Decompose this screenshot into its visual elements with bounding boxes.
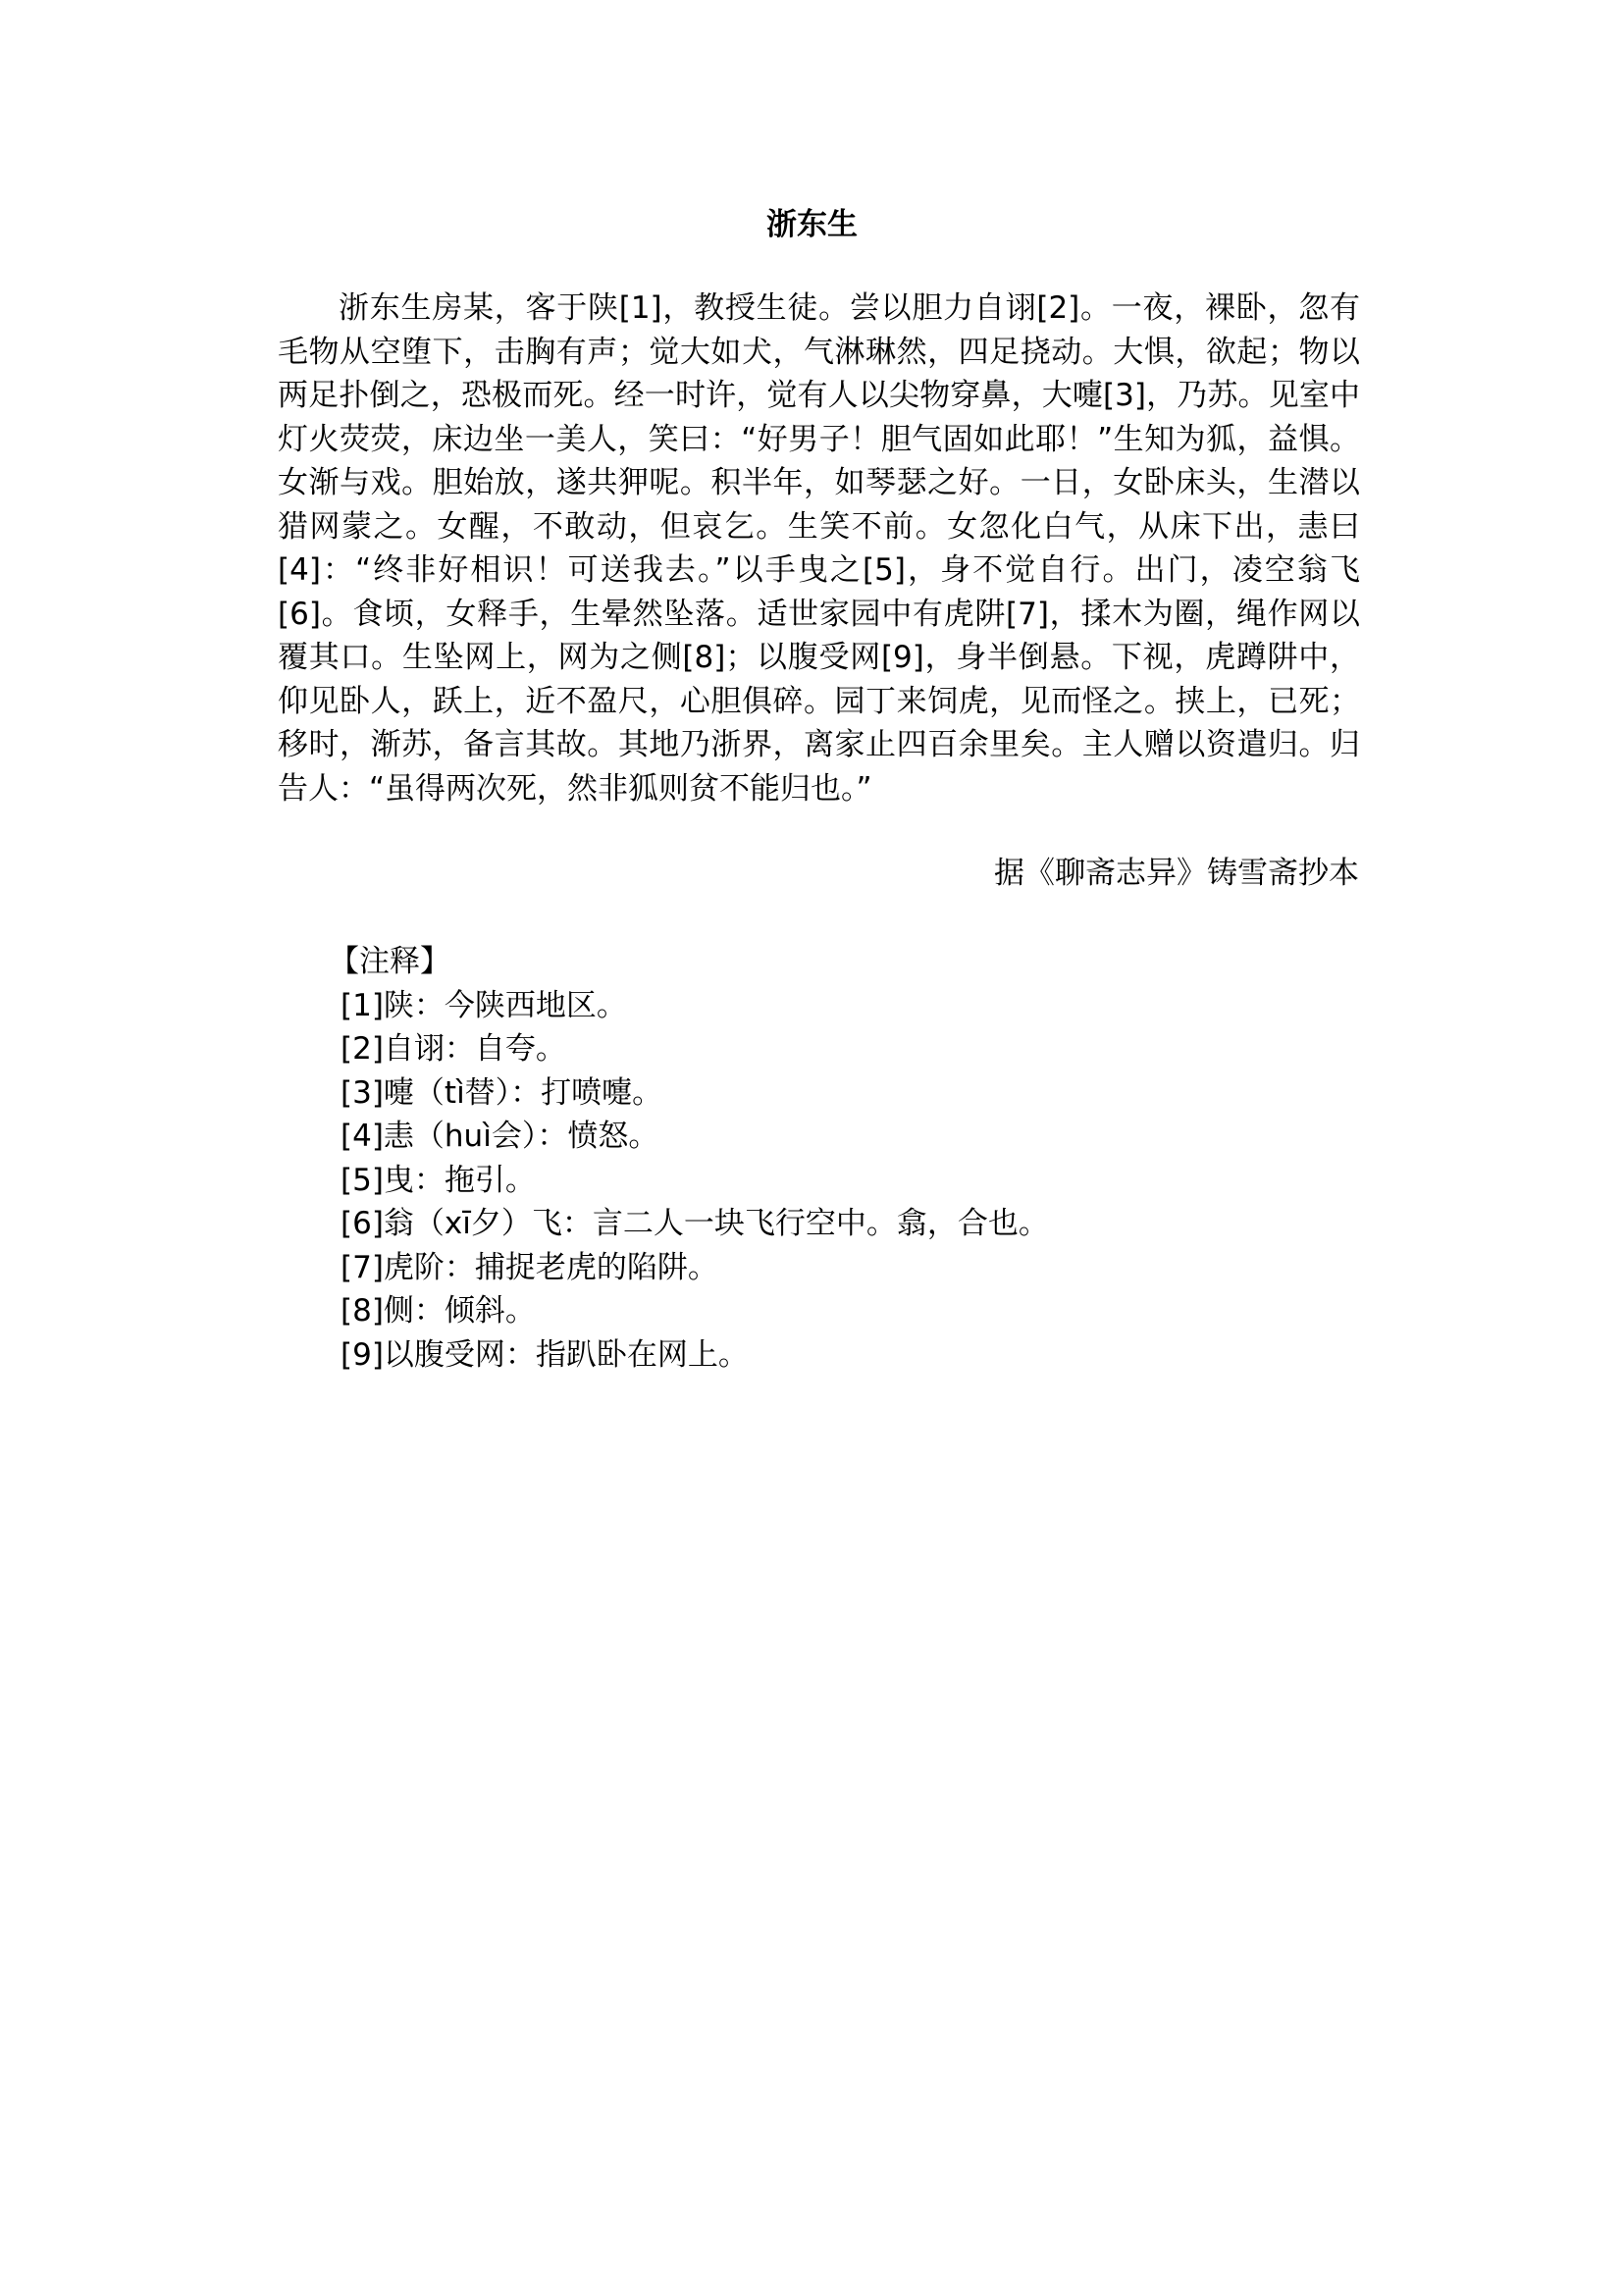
note-item: [2]自诩：自夸。 bbox=[341, 1031, 566, 1067]
notes-heading: 【注释】 bbox=[329, 944, 450, 979]
note-item: [1]陕：今陕西地区。 bbox=[341, 987, 627, 1023]
note-item: [5]曳：拖引。 bbox=[341, 1162, 536, 1198]
note-item: [6]翁（xī夕）飞：言二人一块飞行空中。翕，合也。 bbox=[341, 1206, 1049, 1241]
document-title: 浙东生 bbox=[766, 207, 858, 242]
notes-list bbox=[329, 984, 1049, 1378]
note-item: [7]虎阶：捕捉老虎的陷阱。 bbox=[341, 1249, 718, 1285]
note-item: [3]嚏（tì替）：打喷嚏。 bbox=[341, 1074, 663, 1111]
story-body-paragraph: 浙东生房某，客于陕[1]，教授生徒。尝以胆力自诩[2]。一夜，裸卧，忽有毛物从空堕下，击胸有声；觉大如犬，气淋琳然，四足挠动。大惧，欲起；物以两足扑倒之，恐极而死。经一时许，觉有人以尖物穿鼻，大嚏[3]，乃苏。见室中灯火荧荧，床边坐一美人，笑曰：“好男子！胆气固如此耶！”生知为狐，益惧。女渐与戏。胆始放，遂共狎呢。积半年，如琴瑟之好。一日，女卧床头，生潜以猎网蒙之。女醒，不敢动，但哀乞。生笑不前。女忽化白气，从床下出，恚曰[4]：“终非好相识！可送我去。”以手曳之[5]，身不觉自行。出门，凌空翁飞[6]。食顷，女释手，生晕然坠落。适世家园中有虎阱[7]，揉木为圈，绳作网以覆其口。生坠网上，网为之侧[8]；以腹受网[9]，身半倒悬。下视，虎蹲阱中，仰见卧人，跃上，近不盈尺，心胆俱碎。园丁来饲虎，见而怪之。挟上，已死；移时，渐苏，备言其故。其地乃浙界，离家止四百余里矣。主人赠以资遣归。归告人：“虽得两次死，然非狐则贫不能归也。” bbox=[278, 290, 1360, 807]
source-attribution: 据《聊斋志异》铸雪斋抄本 bbox=[994, 856, 1359, 891]
note-item: [4]恚（huì会）：愤怒。 bbox=[341, 1119, 659, 1154]
notes-section bbox=[329, 940, 1049, 1377]
note-item: [8]侧：倾斜。 bbox=[341, 1293, 536, 1329]
note-item: [9]以腹受网：指趴卧在网上。 bbox=[341, 1336, 749, 1373]
